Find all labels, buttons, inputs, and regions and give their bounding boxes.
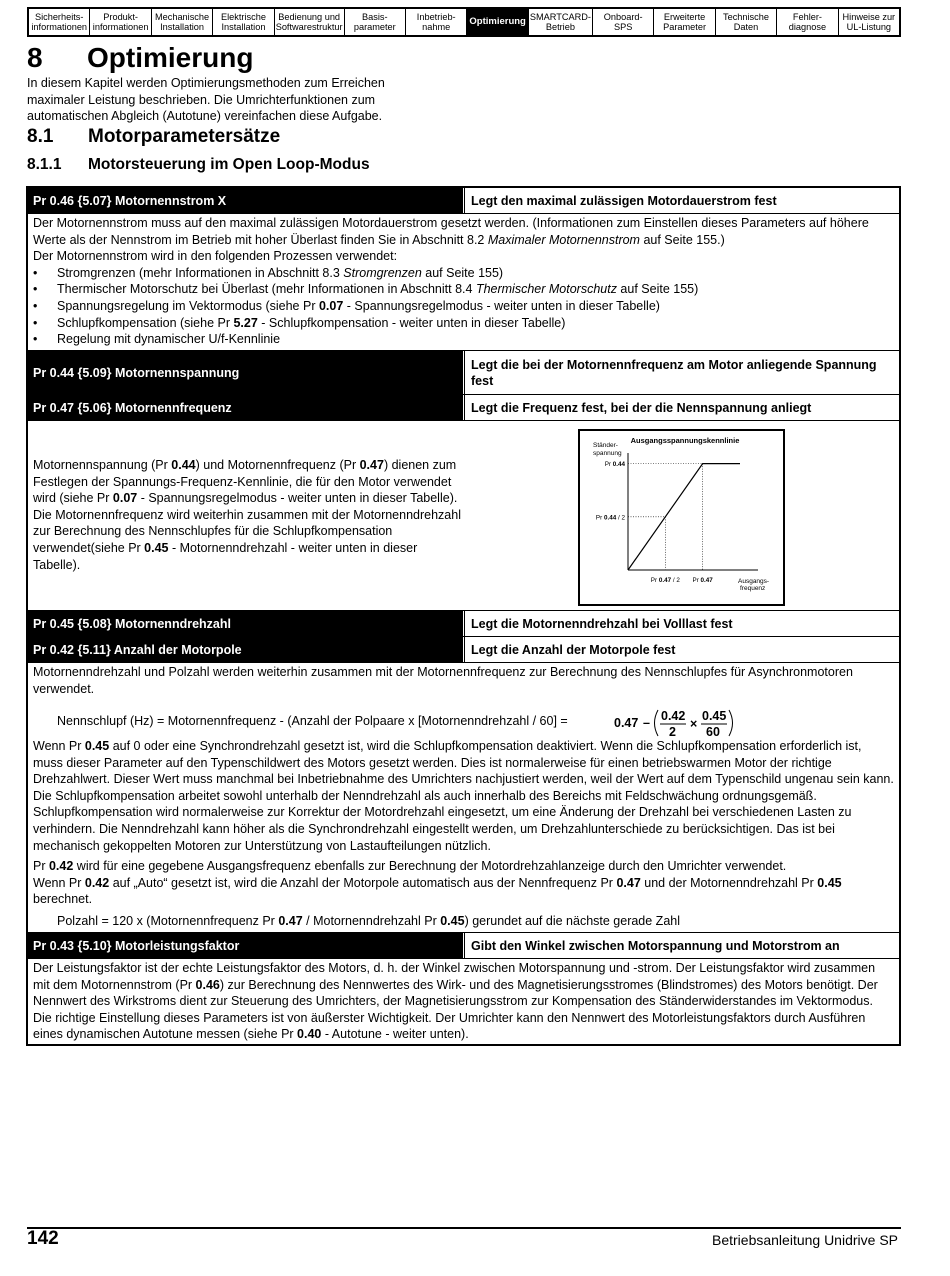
y-axis-label: spannung [593, 450, 622, 457]
footer-rule [27, 1227, 901, 1229]
section-number: 8.1 [27, 126, 54, 147]
nav-tab[interactable]: Inbetrieb- nahme [406, 9, 467, 35]
right-paren [729, 710, 733, 736]
section-heading [27, 126, 280, 148]
paragraph: Wenn Pr 0.42 auf „Auto“ gesetzt ist, wird die Anzahl der Motorpole automatisch aus der Nennfrequenz Pr 0.47 und der Motornenndrehzahl Pr 0.45 berechnet. [33, 875, 842, 907]
paragraph: Der Motornennstrom muss auf den maximal zulässigen Motordauerstrom gesetzt werden. (Informationen zum Einstellen dieses Parameters auf höhere Werte als der Nennstrom im Betrieb mit hoher Überlast finden Sie in Abschnitt 8.2 Maximaler Motornennstrom auf Seite 155.) [33, 216, 869, 247]
list-item: • Spannungsregelung im Vektormodus (siehe Pr 0.07 - Spannungsregelmodus - weiter unten in dieser Tabelle) [33, 298, 894, 315]
param-description: Legt die bei der Motornennfrequenz am Motor anliegende Spannung fest [464, 351, 899, 394]
param-body-speed-poles [28, 663, 899, 933]
param-description: Gibt den Winkel zwischen Motorspannung und Motorstrom an [464, 933, 899, 958]
motor-current-text [33, 215, 894, 348]
y-tick-label: Pr 0.44 / 2 [595, 514, 625, 522]
nav-tab[interactable]: Hinweise zur UL-Listung [842, 11, 896, 32]
pole-count-formula: Polzahl = 120 x (Motornennfrequenz Pr 0.47 / Motornenndrehzahl Pr 0.45) gerundet auf die nächste gerade Zahl [57, 914, 681, 928]
y-tick-label: Pr 0.44 [604, 461, 625, 469]
param-name: Pr 0.45 {5.08} Motornenndrehzahl [28, 611, 463, 636]
nav-tab[interactable]: Onboard- SPS [593, 9, 654, 35]
slip-compensation-text: Wenn Pr 0.45 auf 0 oder eine Synchrondrehzahl gesetzt ist, wird die Schlupfkompensation deaktiviert. Wenn die Schlupfkompensation erforderlich ist, muss dieser Parameter auf den Typenschildwert des Motors gesetzt werden. Dies ist normalerweise für einen betriebswarmen Motor der richtige Drehzahlwert. Dieser Wert muss manchmal bei Inbetriebnahme des Umrichters nachjustiert werden, weil der Wert auf dem Typenschild ungenau sein kann. Die Schlupfkompensation arbeitet sowohl unterhalb der Nenndrehzahl als auch innerhalb des Bereichs mit Feldschwächung ordnungsgemäß. Schlupfkompensation wird normalerweise zur Korrektur der Motordrehzahl eingesetzt, um eine Änderung der Drehzahl bei verschiedenen Lasten zu verhindern. Die Nenndrehzahl kann höher als die Synchrondrehzahl eingestellt werden, um Drehzahlunterschiede zu berücksichtigen. Das ist bei mechanisch gekoppelten Motoren zur Unterstützung von Lastaufteilungen nützlich. [33, 739, 894, 853]
param-row-0-47 [28, 395, 899, 421]
page-number: 142 [27, 1228, 59, 1249]
param-body-0-43 [28, 959, 899, 1044]
parameter-table [26, 186, 901, 1046]
formula-term: 0.47 [614, 716, 639, 730]
nav-tab[interactable]: Fehler- diagnose [777, 9, 838, 35]
param-row-0-46 [28, 188, 899, 214]
param-description: Legt den maximal zulässigen Motordauerstrom fest [464, 188, 899, 213]
formula-svg [613, 706, 753, 740]
subsection-heading [27, 156, 370, 174]
nav-tab[interactable]: Basis- parameter [345, 9, 406, 35]
slip-formula: Nennschlupf (Hz) = Motornennfrequenz - (Anzahl der Polpaare x [Motornenndrehzahl / 60] = [57, 714, 568, 728]
formula-numerator: 0.42 [661, 709, 686, 723]
chapter-title: Optimierung [87, 42, 254, 73]
paragraph: Pr 0.42 wird für eine gegebene Ausgangsfrequenz ebenfalls zur Berechnung der Motordrehzahlanzeige durch den Umrichter verwendet. [33, 859, 787, 873]
formula-operator: – [643, 716, 650, 730]
param-description: Legt die Motornenndrehzahl bei Volllast fest [464, 611, 899, 636]
nav-tab[interactable]: Elektrische Installation [213, 9, 274, 35]
param-name: Pr 0.42 {5.11} Anzahl der Motorpole [28, 637, 463, 662]
chart-title: Ausgangsspannungskennlinie [630, 436, 740, 445]
slip-fraction-formula [613, 706, 753, 743]
paragraph: Der Motornennstrom wird in den folgenden Prozessen verwendet: [33, 249, 398, 264]
formula-denominator: 60 [706, 725, 720, 739]
param-description: Legt die Frequenz fest, bei der die Nennspannung anliegt [464, 395, 899, 420]
power-factor-text: Der Leistungsfaktor ist der echte Leistungsfaktor des Motors, d. h. der Winkel zwischen Motorspannung und -strom. Der Leistungsfaktor wird zusammen mit dem Motornennstrom (Pr 0.46) zur Berechnung des Nennwertes des Wirk- und des Magnetisierungsstromes (Blindstromes) des Motors benötigt. Der Nennwert des Wirkstroms dient zur Steuerung des Umrichters, der Magnetisierungsstrom zur Kompensation des Ständerwiderstandes im Vektormodus. Die richtige Einstellung dieses Parameters ist von äußerster Wichtigkeit. Der Umrichter kann den Nennwert des Motorleistungsfaktors durch Ausführen eines dynamischen Autotune messen (siehe Pr 0.40 - Autotune - weiter unten). [33, 961, 878, 1042]
param-body-0-46 [28, 214, 899, 351]
nav-tab[interactable]: SMARTCARD- Betrieb [529, 9, 593, 35]
param-row-0-44 [28, 351, 899, 395]
output-voltage-characteristic-chart [578, 429, 785, 606]
slip-intro: Motornenndrehzahl und Polzahl werden weiterhin zusammen mit der Motornennfrequenz zur Berechnung des Nennschlupfes für Asynchronmotoren verwendet. [33, 665, 853, 696]
param-row-0-43 [28, 933, 899, 959]
nav-tab[interactable]: Sicherheits- informationen [29, 9, 90, 35]
nav-tab[interactable]: Optimierung [467, 9, 528, 35]
param-name: Pr 0.47 {5.06} Motornennfrequenz [28, 395, 463, 420]
voltage-characteristic-line [628, 464, 740, 570]
formula-numerator: 0.45 [702, 709, 727, 723]
param-row-0-45 [28, 611, 899, 637]
chart-svg [580, 431, 783, 604]
chapter-navigation-bar [27, 7, 901, 37]
chapter-heading [27, 42, 253, 74]
nav-tab[interactable]: Produkt- informationen [90, 9, 151, 35]
list-item: • Stromgrenzen (mehr Informationen in Abschnitt 8.3 Stromgrenzen auf Seite 155) [33, 265, 894, 282]
nav-tab[interactable]: Mechanische Installation [152, 9, 213, 35]
list-item: • Thermischer Motorschutz bei Überlast (mehr Informationen in Abschnitt 8.4 Thermischer Motorschutz auf Seite 155) [33, 281, 894, 298]
x-axis-label: Ausgangs- [738, 578, 770, 585]
y-axis-label: Ständer- [593, 442, 618, 449]
list-item: • Regelung mit dynamischer U/f-Kennlinie [33, 331, 894, 348]
param-name: Pr 0.43 {5.10} Motorleistungsfaktor [28, 933, 463, 958]
subsection-title: Motorsteuerung im Open Loop-Modus [88, 156, 370, 173]
list-item: • Schlupfkompensation (siehe Pr 5.27 - Schlupfkompensation - weiter unten in dieser Tabelle) [33, 315, 894, 332]
nav-tab[interactable]: Technische Daten [716, 9, 777, 35]
x-tick-label: Pr 0.47 / 2 [650, 577, 680, 584]
section-title: Motorparametersätze [88, 126, 281, 147]
param-name: Pr 0.44 {5.09} Motornennspannung [28, 351, 463, 394]
nav-tab[interactable]: Erweiterte Parameter [654, 9, 715, 35]
pole-count-text [33, 858, 894, 908]
param-row-0-42 [28, 637, 899, 663]
x-axis-label: frequenz [740, 585, 766, 592]
document-title: Betriebsanleitung Unidrive SP [712, 1232, 898, 1248]
formula-denominator: 2 [669, 725, 676, 739]
formula-operator: × [690, 717, 698, 731]
chapter-intro: In diesem Kapitel werden Optimierungsmethoden zum Erreichen maximaler Leistung beschrieben. Die Umrichterfunktionen zum automatischen Abgleich (Autotune) vereinfachen diese Aufgabe. [27, 76, 385, 123]
left-paren [655, 710, 659, 736]
chapter-number: 8 [27, 42, 43, 73]
nav-tab[interactable]: Bedienung und Softwarestruktur [275, 9, 345, 35]
subsection-number: 8.1.1 [27, 156, 62, 173]
param-description: Legt die Anzahl der Motorpole fest [464, 637, 899, 662]
vf-description: Motornennspannung (Pr 0.44) und Motornennfrequenz (Pr 0.47) dienen zum Festlegen der Spannungs-Frequenz-Kennlinie, die für den Motor verwendet wird (siehe Pr 0.07 - Spannungsregelmodus - weiter unten in dieser Tabelle). Die Motornennfrequenz wird weiterhin zusammen mit der Motornenndrehzahl zur Berechnung des Nennschlupfes für die Schlupfkompensation verwendet(siehe Pr 0.45 - Motornenndrehzahl - weiter unten in dieser Tabelle). [33, 458, 461, 572]
param-name: Pr 0.46 {5.07} Motornennstrom X [28, 188, 463, 213]
x-tick-label: Pr 0.47 [692, 577, 713, 584]
